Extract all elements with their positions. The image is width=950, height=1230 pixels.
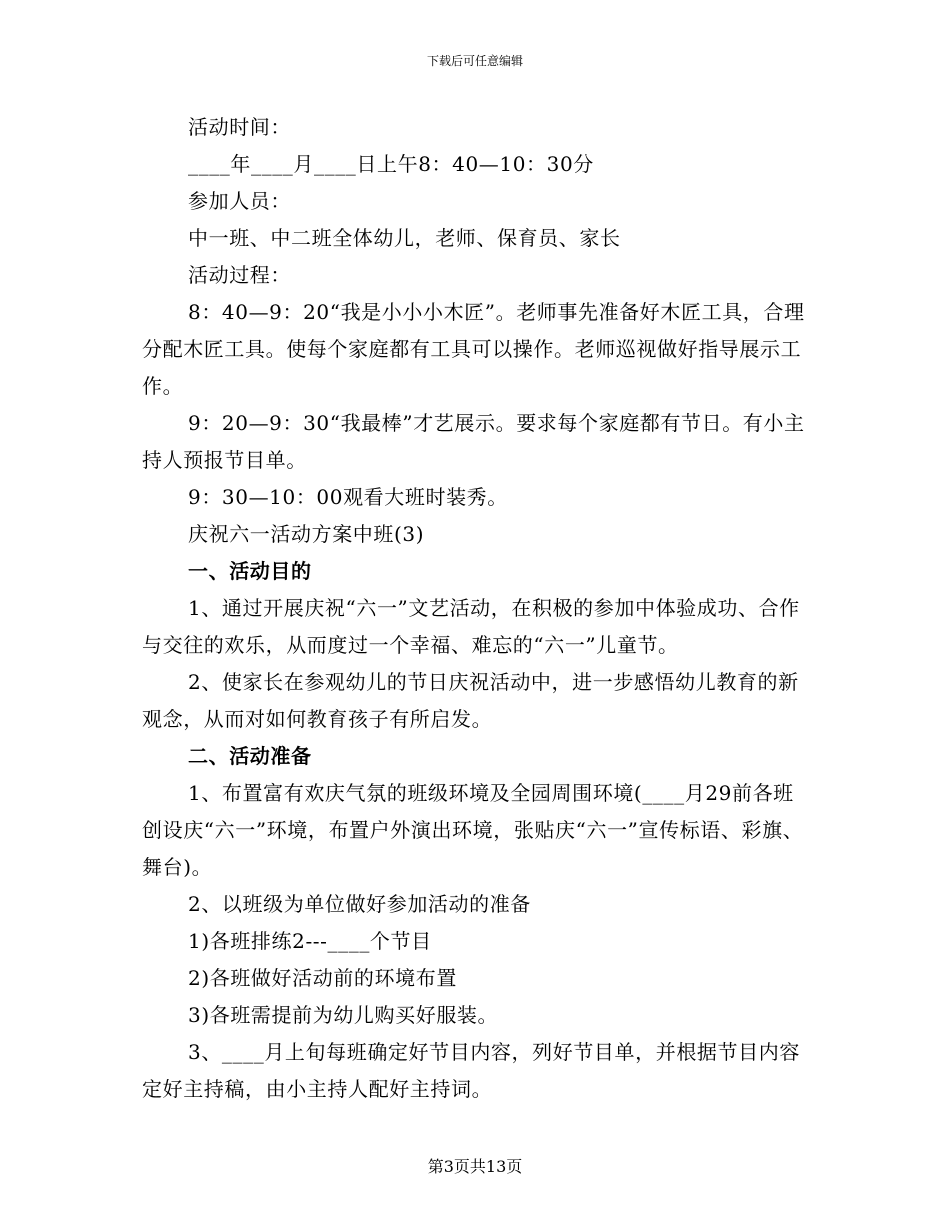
paragraph-activity-time: ____年____月____日上午8：40—10：30分: [188, 152, 594, 176]
heading-activity-goal: 一、活动目的: [188, 559, 312, 583]
paragraph-prep-2-item-2: 2)各班做好活动前的环境布置: [188, 966, 457, 990]
paragraph-prep-2: 2、以班级为单位做好参加活动的准备: [188, 892, 531, 916]
paragraph-process-step-3: 9：30—10：00观看大班时装秀。: [188, 485, 508, 509]
page-header: 下载后可任意编辑: [426, 54, 523, 68]
paragraph-prep-1: 1、布置富有欢庆气氛的班级环境及全园周围环境(____月29前各班创设庆“六一”环境，布置户外演出环境，张贴庆“六一”宣传标语、彩旗、舞台)。: [142, 781, 804, 879]
paragraph-process-step-2: 9：20—9：30“我最棒”才艺展示。要求每个家庭都有节日。有小主持人预报节目单。: [142, 411, 805, 472]
paragraph-goal-2: 2、使家长在参观幼儿的节日庆祝活动中，进一步感悟幼儿教育的新观念，从而对如何教育孩子有所启发。: [142, 670, 799, 731]
paragraph-prep-2-item-1: 1)各班排练2---____个节目: [188, 929, 432, 953]
paragraph-process-label: 活动过程：: [188, 263, 291, 287]
document-body: [142, 109, 812, 1108]
paragraph-participants-label: 参加人员：: [188, 189, 291, 213]
paragraph-participants: 中一班、中二班全体幼儿，老师、保育员、家长: [188, 226, 621, 250]
paragraph-goal-1: 1、通过开展庆祝“六一”文艺活动，在积极的参加中体验成功、合作与交往的欢乐，从而度过一个幸福、难忘的“六一”儿童节。: [142, 596, 800, 657]
heading-activity-preparation: 二、活动准备: [188, 744, 312, 768]
section-title: 庆祝六一活动方案中班(3): [188, 522, 425, 546]
paragraph-process-step-1: 8：40—9：20“我是小小小木匠”。老师事先准备好木匠工具，合理分配木匠工具。使每个家庭都有工具可以操作。老师巡视做好指导展示工作。: [142, 300, 805, 398]
paragraph-activity-time-label: 活动时间：: [188, 115, 291, 139]
page-footer: 第3页共13页: [427, 1157, 523, 1176]
paragraph-prep-3: 3、____月上旬每班确定好节目内容，列好节目单，并根据节目内容定好主持稿，由小主持人配好主持词。: [142, 1040, 800, 1101]
paragraph-prep-2-item-3: 3)各班需提前为幼儿购买好服装。: [188, 1003, 499, 1027]
